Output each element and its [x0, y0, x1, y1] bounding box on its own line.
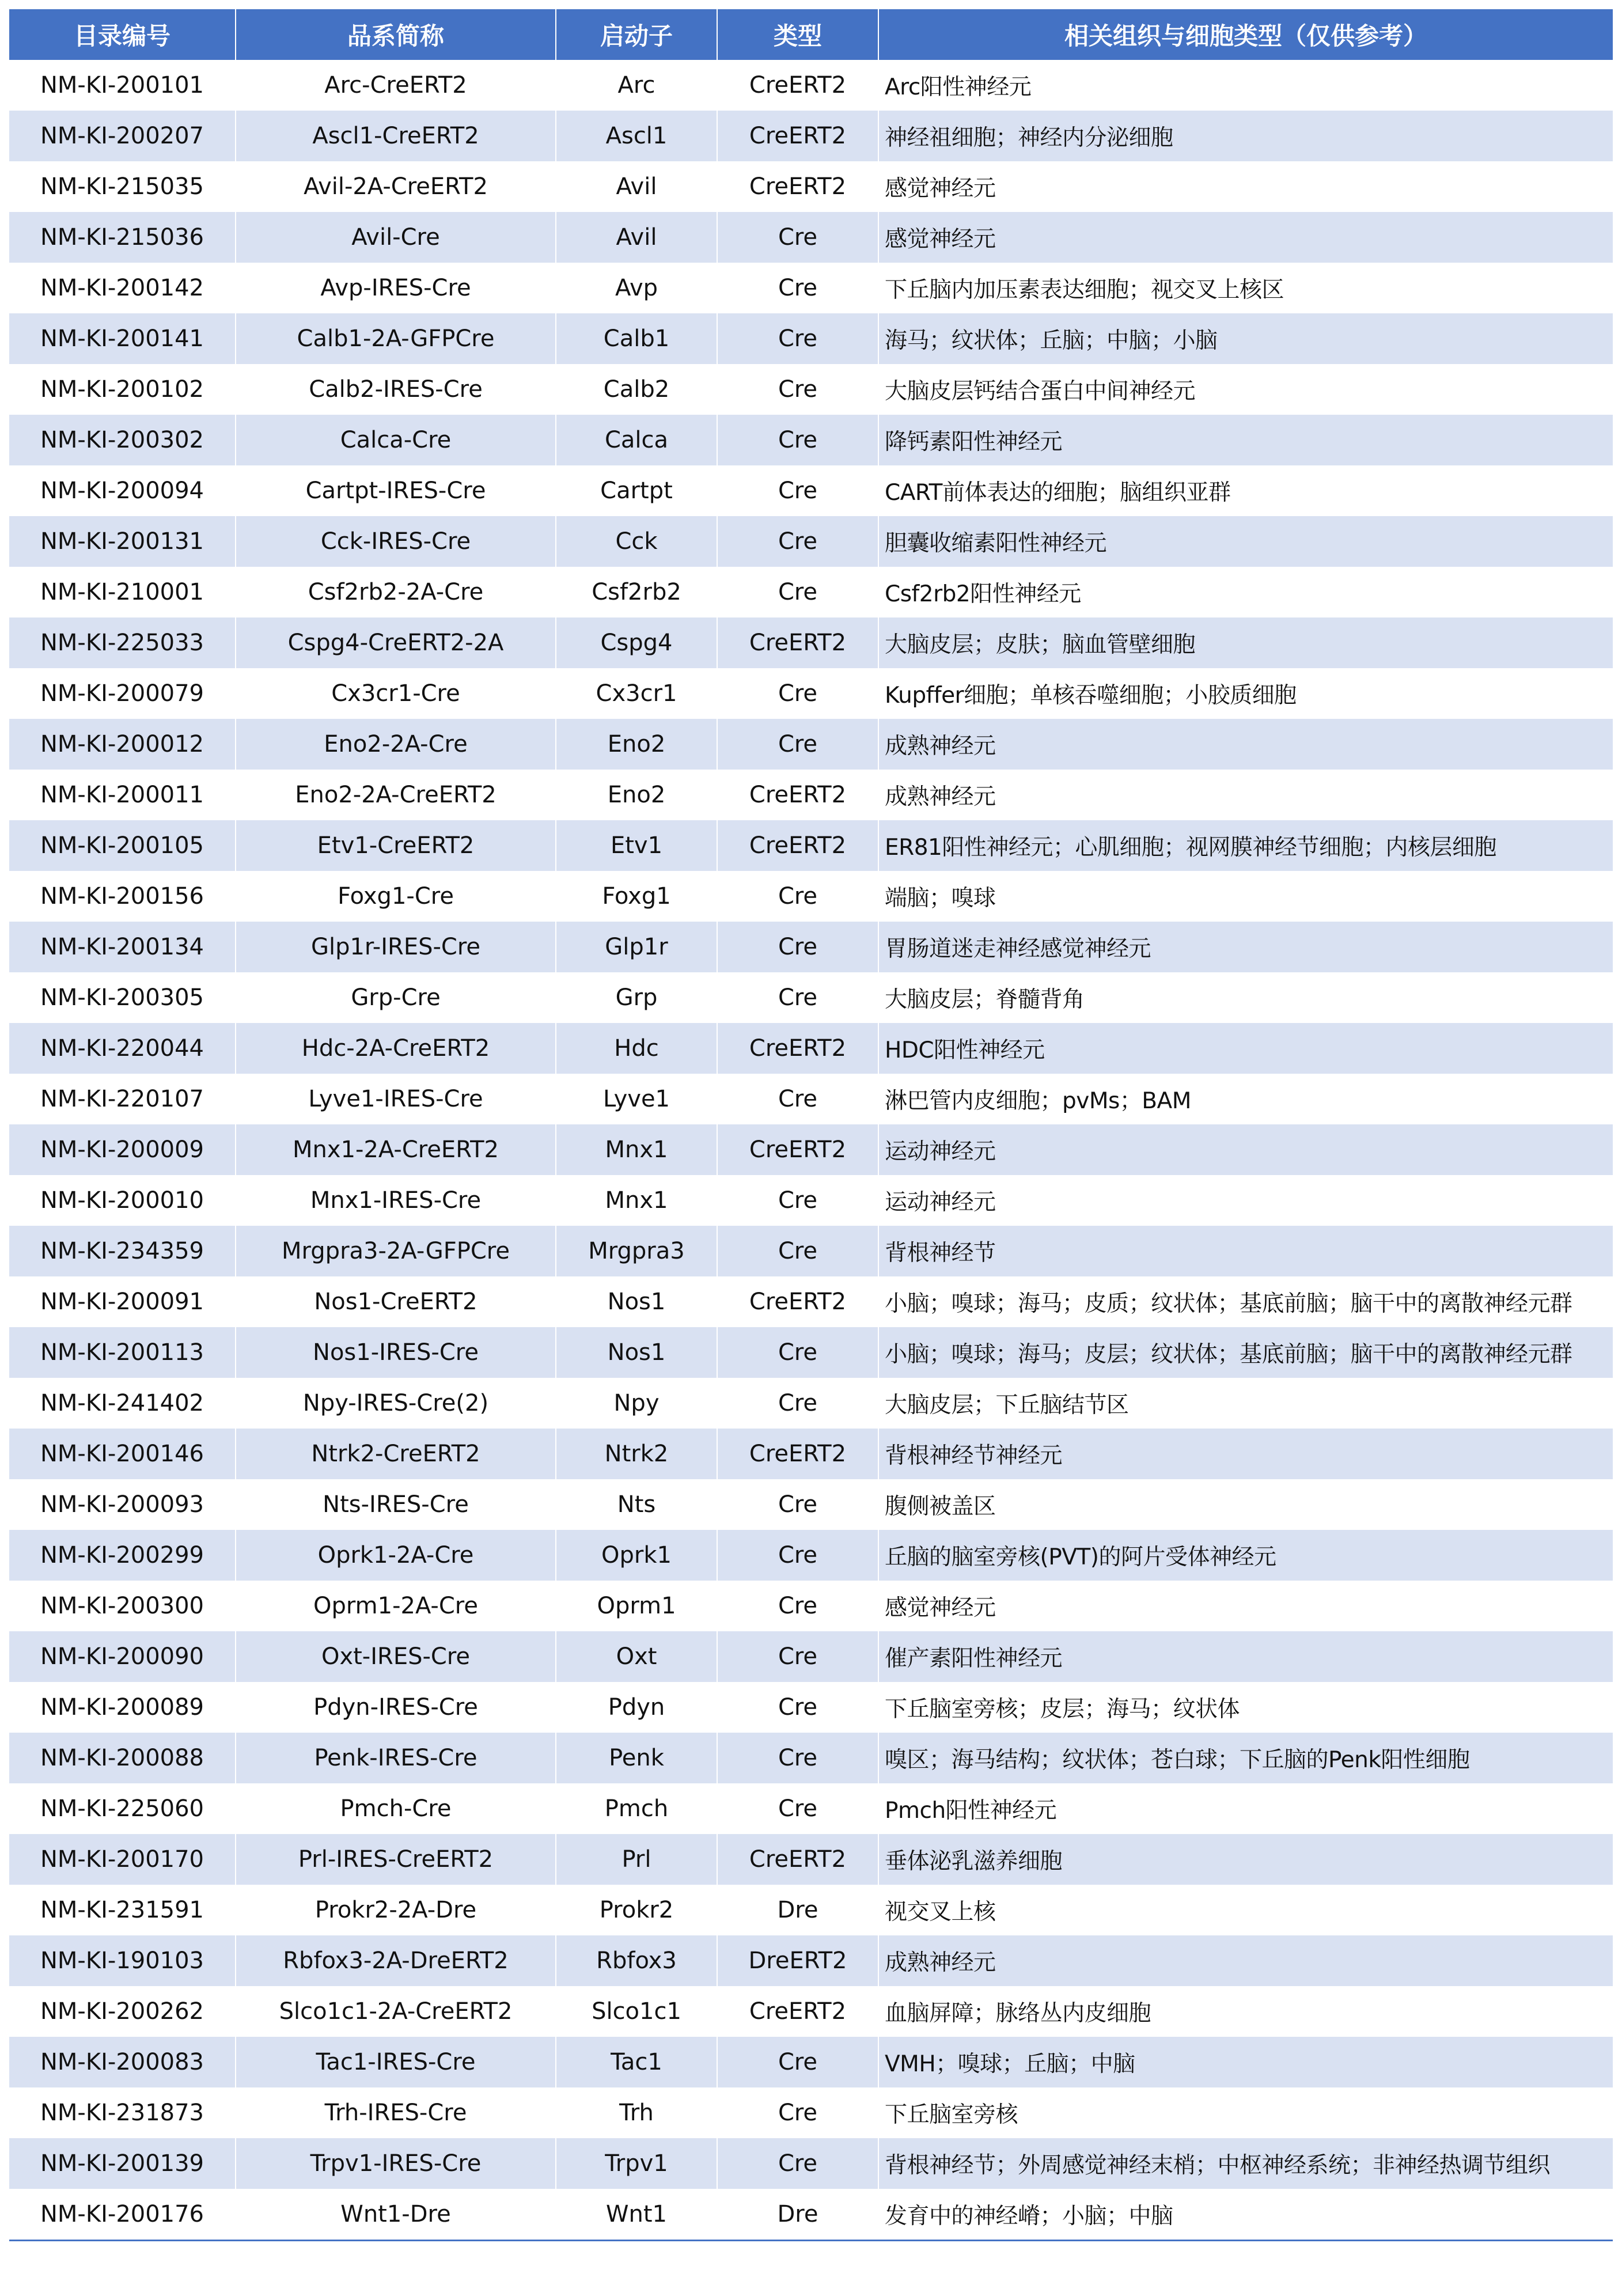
catalog-number-cell: NM-KI-215035 — [9, 161, 236, 212]
tissue-cell-type-cell: 海马；纹状体；丘脑；中脑；小脑 — [878, 313, 1613, 364]
promoter-cell: Glp1r — [556, 922, 717, 972]
promoter-cell: Pmch — [556, 1783, 717, 1834]
promoter-cell: Trh — [556, 2087, 717, 2138]
catalog-number-cell: NM-KI-200131 — [9, 516, 236, 567]
tissue-cell-type-cell: 感觉神经元 — [878, 161, 1613, 212]
promoter-cell: Csf2rb2 — [556, 567, 717, 617]
type-cell: Cre — [717, 719, 878, 770]
catalog-number-cell: NM-KI-200089 — [9, 1682, 236, 1733]
catalog-number-cell: NM-KI-200010 — [9, 1175, 236, 1226]
strain-name-cell: Prl-IRES-CreERT2 — [236, 1834, 556, 1885]
catalog-number-cell: NM-KI-200090 — [9, 1631, 236, 1682]
catalog-number-cell: NM-KI-190103 — [9, 1935, 236, 1986]
type-cell: CreERT2 — [717, 161, 878, 212]
promoter-cell: Calca — [556, 415, 717, 465]
tissue-cell-type-cell: VMH；嗅球；丘脑；中脑 — [878, 2037, 1613, 2087]
promoter-cell: Tac1 — [556, 2037, 717, 2087]
table-row[interactable] — [9, 1479, 1613, 1530]
tissue-cell-type-cell: 大脑皮层；下丘脑结节区 — [878, 1378, 1613, 1429]
table-row[interactable] — [9, 719, 1613, 770]
catalog-number-cell: NM-KI-200299 — [9, 1530, 236, 1581]
type-cell: Cre — [717, 1631, 878, 1682]
table-row[interactable] — [9, 972, 1613, 1023]
mouse-strain-sheet — [9, 9, 1613, 2241]
catalog-number-cell: NM-KI-200146 — [9, 1429, 236, 1479]
promoter-cell: Prokr2 — [556, 1885, 717, 1935]
catalog-number-cell: NM-KI-200176 — [9, 2189, 236, 2241]
type-cell: Cre — [717, 1581, 878, 1631]
tissue-cell-type-cell: Arc阳性神经元 — [878, 60, 1613, 111]
strain-name-cell: Pdyn-IRES-Cre — [236, 1682, 556, 1733]
type-cell: Cre — [717, 465, 878, 516]
promoter-cell: Avp — [556, 263, 717, 313]
strain-name-cell: Mrgpra3-2A-GFPCre — [236, 1226, 556, 1276]
table-row[interactable] — [9, 263, 1613, 313]
promoter-cell: Penk — [556, 1733, 717, 1783]
promoter-cell: Cspg4 — [556, 617, 717, 668]
tissue-cell-type-cell: 嗅区；海马结构；纹状体；苍白球；下丘脑的Penk阳性细胞 — [878, 1733, 1613, 1783]
promoter-cell: Prl — [556, 1834, 717, 1885]
type-cell: CreERT2 — [717, 1023, 878, 1074]
promoter-cell: Arc — [556, 60, 717, 111]
table-header — [9, 9, 1613, 60]
tissue-cell-type-cell: 端脑；嗅球 — [878, 871, 1613, 922]
promoter-cell: Eno2 — [556, 719, 717, 770]
table-row[interactable] — [9, 1631, 1613, 1682]
strain-name-cell: Nos1-IRES-Cre — [236, 1327, 556, 1378]
table-row[interactable] — [9, 1327, 1613, 1378]
table-row[interactable] — [9, 1986, 1613, 2037]
type-cell: Cre — [717, 1682, 878, 1733]
tissue-cell-type-cell: 大脑皮层钙结合蛋白中间神经元 — [878, 364, 1613, 415]
tissue-cell-type-cell: 感觉神经元 — [878, 212, 1613, 263]
table-row[interactable] — [9, 1023, 1613, 1074]
strain-name-cell: Calb2-IRES-Cre — [236, 364, 556, 415]
column-header-promoter[interactable]: 启动子 — [556, 9, 717, 60]
table-row[interactable] — [9, 1935, 1613, 1986]
promoter-cell: Pdyn — [556, 1682, 717, 1733]
catalog-number-cell: NM-KI-234359 — [9, 1226, 236, 1276]
strain-name-cell: Mnx1-IRES-Cre — [236, 1175, 556, 1226]
catalog-number-cell: NM-KI-200009 — [9, 1124, 236, 1175]
tissue-cell-type-cell: 背根神经节神经元 — [878, 1429, 1613, 1479]
type-cell: Cre — [717, 871, 878, 922]
catalog-number-cell: NM-KI-200305 — [9, 972, 236, 1023]
tissue-cell-type-cell: CART前体表达的细胞；脑组织亚群 — [878, 465, 1613, 516]
catalog-number-cell: NM-KI-210001 — [9, 567, 236, 617]
tissue-cell-type-cell: 感觉神经元 — [878, 1581, 1613, 1631]
strain-name-cell: Avil-Cre — [236, 212, 556, 263]
catalog-number-cell: NM-KI-200139 — [9, 2138, 236, 2189]
strain-name-cell: Cspg4-CreERT2-2A — [236, 617, 556, 668]
table-row[interactable] — [9, 111, 1613, 161]
table-row[interactable] — [9, 465, 1613, 516]
mouse-strain-table — [9, 9, 1613, 2241]
tissue-cell-type-cell: 下丘脑室旁核；皮层；海马；纹状体 — [878, 1682, 1613, 1733]
catalog-number-cell: NM-KI-200262 — [9, 1986, 236, 2037]
strain-name-cell: Nos1-CreERT2 — [236, 1276, 556, 1327]
strain-name-cell: Arc-CreERT2 — [236, 60, 556, 111]
promoter-cell: Avil — [556, 212, 717, 263]
type-cell: Cre — [717, 1074, 878, 1124]
type-cell: DreERT2 — [717, 1935, 878, 1986]
strain-name-cell: Etv1-CreERT2 — [236, 820, 556, 871]
type-cell: CreERT2 — [717, 1986, 878, 2037]
strain-name-cell: Glp1r-IRES-Cre — [236, 922, 556, 972]
strain-name-cell: Calb1-2A-GFPCre — [236, 313, 556, 364]
strain-name-cell: Cartpt-IRES-Cre — [236, 465, 556, 516]
promoter-cell: Lyve1 — [556, 1074, 717, 1124]
table-row[interactable] — [9, 161, 1613, 212]
strain-name-cell: Cck-IRES-Cre — [236, 516, 556, 567]
catalog-number-cell: NM-KI-220107 — [9, 1074, 236, 1124]
type-cell: Cre — [717, 212, 878, 263]
type-cell: Cre — [717, 1175, 878, 1226]
strain-name-cell: Ascl1-CreERT2 — [236, 111, 556, 161]
strain-name-cell: Hdc-2A-CreERT2 — [236, 1023, 556, 1074]
table-row[interactable] — [9, 668, 1613, 719]
tissue-cell-type-cell: 下丘脑室旁核 — [878, 2087, 1613, 2138]
catalog-number-cell: NM-KI-200079 — [9, 668, 236, 719]
tissue-cell-type-cell: 胃肠道迷走神经感觉神经元 — [878, 922, 1613, 972]
table-row[interactable] — [9, 364, 1613, 415]
type-cell: Cre — [717, 1783, 878, 1834]
tissue-cell-type-cell: 运动神经元 — [878, 1124, 1613, 1175]
type-cell: CreERT2 — [717, 1124, 878, 1175]
strain-name-cell: Oprm1-2A-Cre — [236, 1581, 556, 1631]
catalog-number-cell: NM-KI-231873 — [9, 2087, 236, 2138]
type-cell: CreERT2 — [717, 1276, 878, 1327]
type-cell: CreERT2 — [717, 60, 878, 111]
table-row[interactable] — [9, 1276, 1613, 1327]
table-body — [9, 60, 1613, 2241]
table-row[interactable] — [9, 922, 1613, 972]
strain-name-cell: Avp-IRES-Cre — [236, 263, 556, 313]
tissue-cell-type-cell: 成熟神经元 — [878, 770, 1613, 820]
type-cell: CreERT2 — [717, 1429, 878, 1479]
type-cell: Cre — [717, 1733, 878, 1783]
catalog-number-cell: NM-KI-200134 — [9, 922, 236, 972]
catalog-number-cell: NM-KI-241402 — [9, 1378, 236, 1429]
catalog-number-cell: NM-KI-225033 — [9, 617, 236, 668]
promoter-cell: Avil — [556, 161, 717, 212]
type-cell: Dre — [717, 2189, 878, 2241]
promoter-cell: Npy — [556, 1378, 717, 1429]
column-header-strain-name[interactable]: 品系简称 — [236, 9, 556, 60]
tissue-cell-type-cell: 视交叉上核 — [878, 1885, 1613, 1935]
strain-name-cell: Rbfox3-2A-DreERT2 — [236, 1935, 556, 1986]
catalog-number-cell: NM-KI-200011 — [9, 770, 236, 820]
promoter-cell: Oprm1 — [556, 1581, 717, 1631]
strain-name-cell: Foxg1-Cre — [236, 871, 556, 922]
tissue-cell-type-cell: 降钙素阳性神经元 — [878, 415, 1613, 465]
column-header-tissue-cell-type[interactable]: 相关组织与细胞类型（仅供参考） — [878, 9, 1613, 60]
table-row[interactable] — [9, 1581, 1613, 1631]
type-cell: Dre — [717, 1885, 878, 1935]
tissue-cell-type-cell: Csf2rb2阳性神经元 — [878, 567, 1613, 617]
tissue-cell-type-cell: 神经祖细胞；神经内分泌细胞 — [878, 111, 1613, 161]
catalog-number-cell: NM-KI-200012 — [9, 719, 236, 770]
table-row[interactable] — [9, 1733, 1613, 1783]
strain-name-cell: Ntrk2-CreERT2 — [236, 1429, 556, 1479]
type-cell: CreERT2 — [717, 1834, 878, 1885]
promoter-cell: Nos1 — [556, 1276, 717, 1327]
table-row[interactable] — [9, 1074, 1613, 1124]
header-row — [9, 9, 1613, 60]
catalog-number-cell: NM-KI-215036 — [9, 212, 236, 263]
table-row[interactable] — [9, 415, 1613, 465]
type-cell: Cre — [717, 2138, 878, 2189]
strain-name-cell: Penk-IRES-Cre — [236, 1733, 556, 1783]
strain-name-cell: Calca-Cre — [236, 415, 556, 465]
strain-name-cell: Mnx1-2A-CreERT2 — [236, 1124, 556, 1175]
tissue-cell-type-cell: 血脑屏障；脉络丛内皮细胞 — [878, 1986, 1613, 2037]
strain-name-cell: Pmch-Cre — [236, 1783, 556, 1834]
catalog-number-cell: NM-KI-200207 — [9, 111, 236, 161]
promoter-cell: Oprk1 — [556, 1530, 717, 1581]
type-cell: Cre — [717, 1479, 878, 1530]
type-cell: CreERT2 — [717, 820, 878, 871]
table-row[interactable] — [9, 567, 1613, 617]
table-row[interactable] — [9, 313, 1613, 364]
promoter-cell: Grp — [556, 972, 717, 1023]
tissue-cell-type-cell: 背根神经节；外周感觉神经末梢；中枢神经系统；非神经热调节组织 — [878, 2138, 1613, 2189]
strain-name-cell: Npy-IRES-Cre(2) — [236, 1378, 556, 1429]
strain-name-cell: Oprk1-2A-Cre — [236, 1530, 556, 1581]
catalog-number-cell: NM-KI-225060 — [9, 1783, 236, 1834]
catalog-number-cell: NM-KI-200105 — [9, 820, 236, 871]
table-row[interactable] — [9, 2037, 1613, 2087]
tissue-cell-type-cell: 运动神经元 — [878, 1175, 1613, 1226]
tissue-cell-type-cell: 胆囊收缩素阳性神经元 — [878, 516, 1613, 567]
catalog-number-cell: NM-KI-200083 — [9, 2037, 236, 2087]
table-row[interactable] — [9, 1175, 1613, 1226]
type-cell: CreERT2 — [717, 111, 878, 161]
tissue-cell-type-cell: 大脑皮层；皮肤；脑血管壁细胞 — [878, 617, 1613, 668]
type-cell: Cre — [717, 2087, 878, 2138]
table-row[interactable] — [9, 2087, 1613, 2138]
strain-name-cell: Trh-IRES-Cre — [236, 2087, 556, 2138]
strain-name-cell: Cx3cr1-Cre — [236, 668, 556, 719]
type-cell: Cre — [717, 1530, 878, 1581]
catalog-number-cell: NM-KI-200170 — [9, 1834, 236, 1885]
catalog-number-cell: NM-KI-200093 — [9, 1479, 236, 1530]
table-row[interactable] — [9, 871, 1613, 922]
table-row[interactable] — [9, 1834, 1613, 1885]
catalog-number-cell: NM-KI-200142 — [9, 263, 236, 313]
promoter-cell: Wnt1 — [556, 2189, 717, 2241]
tissue-cell-type-cell: 背根神经节 — [878, 1226, 1613, 1276]
strain-name-cell: Avil-2A-CreERT2 — [236, 161, 556, 212]
table-row[interactable] — [9, 516, 1613, 567]
promoter-cell: Hdc — [556, 1023, 717, 1074]
catalog-number-cell: NM-KI-200113 — [9, 1327, 236, 1378]
promoter-cell: Calb2 — [556, 364, 717, 415]
table-row[interactable] — [9, 1429, 1613, 1479]
type-cell: Cre — [717, 516, 878, 567]
tissue-cell-type-cell: 大脑皮层；脊髓背角 — [878, 972, 1613, 1023]
promoter-cell: Rbfox3 — [556, 1935, 717, 1986]
type-cell: Cre — [717, 1226, 878, 1276]
type-cell: Cre — [717, 668, 878, 719]
table-row[interactable] — [9, 60, 1613, 111]
promoter-cell: Mnx1 — [556, 1175, 717, 1226]
promoter-cell: Slco1c1 — [556, 1986, 717, 2037]
promoter-cell: Calb1 — [556, 313, 717, 364]
type-cell: Cre — [717, 364, 878, 415]
promoter-cell: Mrgpra3 — [556, 1226, 717, 1276]
table-row[interactable] — [9, 617, 1613, 668]
tissue-cell-type-cell: 下丘脑内加压素表达细胞；视交叉上核区 — [878, 263, 1613, 313]
strain-name-cell: Tac1-IRES-Cre — [236, 2037, 556, 2087]
promoter-cell: Etv1 — [556, 820, 717, 871]
type-cell: Cre — [717, 263, 878, 313]
tissue-cell-type-cell: 发育中的神经嵴；小脑；中脑 — [878, 2189, 1613, 2241]
strain-name-cell: Grp-Cre — [236, 972, 556, 1023]
promoter-cell: Mnx1 — [556, 1124, 717, 1175]
type-cell: Cre — [717, 415, 878, 465]
strain-name-cell: Oxt-IRES-Cre — [236, 1631, 556, 1682]
tissue-cell-type-cell: 淋巴管内皮细胞；pvMs；BAM — [878, 1074, 1613, 1124]
promoter-cell: Nos1 — [556, 1327, 717, 1378]
strain-name-cell: Slco1c1-2A-CreERT2 — [236, 1986, 556, 2037]
tissue-cell-type-cell: 腹侧被盖区 — [878, 1479, 1613, 1530]
catalog-number-cell: NM-KI-200156 — [9, 871, 236, 922]
strain-name-cell: Eno2-2A-Cre — [236, 719, 556, 770]
table-row[interactable] — [9, 1378, 1613, 1429]
type-cell: CreERT2 — [717, 617, 878, 668]
strain-name-cell: Eno2-2A-CreERT2 — [236, 770, 556, 820]
strain-name-cell: Prokr2-2A-Dre — [236, 1885, 556, 1935]
table-row[interactable] — [9, 2189, 1613, 2241]
tissue-cell-type-cell: 丘脑的脑室旁核(PVT)的阿片受体神经元 — [878, 1530, 1613, 1581]
tissue-cell-type-cell: 小脑；嗅球；海马；皮质；纹状体；基底前脑；脑干中的离散神经元群 — [878, 1276, 1613, 1327]
strain-name-cell: Trpv1-IRES-Cre — [236, 2138, 556, 2189]
tissue-cell-type-cell: 成熟神经元 — [878, 1935, 1613, 1986]
catalog-number-cell: NM-KI-220044 — [9, 1023, 236, 1074]
table-row[interactable] — [9, 1885, 1613, 1935]
promoter-cell: Eno2 — [556, 770, 717, 820]
table-row[interactable] — [9, 770, 1613, 820]
promoter-cell: Cx3cr1 — [556, 668, 717, 719]
strain-name-cell: Lyve1-IRES-Cre — [236, 1074, 556, 1124]
type-cell: Cre — [717, 972, 878, 1023]
table-row[interactable] — [9, 1226, 1613, 1276]
catalog-number-cell: NM-KI-200101 — [9, 60, 236, 111]
type-cell: Cre — [717, 1327, 878, 1378]
table-row[interactable] — [9, 1783, 1613, 1834]
catalog-number-cell: NM-KI-200141 — [9, 313, 236, 364]
promoter-cell: Nts — [556, 1479, 717, 1530]
tissue-cell-type-cell: 成熟神经元 — [878, 719, 1613, 770]
tissue-cell-type-cell: 垂体泌乳滋养细胞 — [878, 1834, 1613, 1885]
type-cell: CreERT2 — [717, 770, 878, 820]
type-cell: Cre — [717, 567, 878, 617]
catalog-number-cell: NM-KI-200302 — [9, 415, 236, 465]
tissue-cell-type-cell: 小脑；嗅球；海马；皮层；纹状体；基底前脑；脑干中的离散神经元群 — [878, 1327, 1613, 1378]
promoter-cell: Trpv1 — [556, 2138, 717, 2189]
catalog-number-cell: NM-KI-200091 — [9, 1276, 236, 1327]
type-cell: Cre — [717, 2037, 878, 2087]
catalog-number-cell: NM-KI-200102 — [9, 364, 236, 415]
promoter-cell: Foxg1 — [556, 871, 717, 922]
promoter-cell: Oxt — [556, 1631, 717, 1682]
table-row[interactable] — [9, 1530, 1613, 1581]
catalog-number-cell: NM-KI-200088 — [9, 1733, 236, 1783]
promoter-cell: Cartpt — [556, 465, 717, 516]
tissue-cell-type-cell: ER81阳性神经元；心肌细胞；视网膜神经节细胞；内核层细胞 — [878, 820, 1613, 871]
table-row[interactable] — [9, 820, 1613, 871]
type-cell: Cre — [717, 1378, 878, 1429]
table-row[interactable] — [9, 2138, 1613, 2189]
tissue-cell-type-cell: Pmch阳性神经元 — [878, 1783, 1613, 1834]
catalog-number-cell: NM-KI-231591 — [9, 1885, 236, 1935]
tissue-cell-type-cell: HDC阳性神经元 — [878, 1023, 1613, 1074]
catalog-number-cell: NM-KI-200300 — [9, 1581, 236, 1631]
catalog-number-cell: NM-KI-200094 — [9, 465, 236, 516]
column-header-catalog-number[interactable]: 目录编号 — [9, 9, 236, 60]
strain-name-cell: Csf2rb2-2A-Cre — [236, 567, 556, 617]
strain-name-cell: Wnt1-Dre — [236, 2189, 556, 2241]
promoter-cell: Ntrk2 — [556, 1429, 717, 1479]
column-header-type[interactable]: 类型 — [717, 9, 878, 60]
strain-name-cell: Nts-IRES-Cre — [236, 1479, 556, 1530]
table-row[interactable] — [9, 1124, 1613, 1175]
table-row[interactable] — [9, 212, 1613, 263]
type-cell: Cre — [717, 313, 878, 364]
promoter-cell: Cck — [556, 516, 717, 567]
tissue-cell-type-cell: 催产素阳性神经元 — [878, 1631, 1613, 1682]
table-row[interactable] — [9, 1682, 1613, 1733]
tissue-cell-type-cell: Kupffer细胞；单核吞噬细胞；小胶质细胞 — [878, 668, 1613, 719]
type-cell: Cre — [717, 922, 878, 972]
promoter-cell: Ascl1 — [556, 111, 717, 161]
